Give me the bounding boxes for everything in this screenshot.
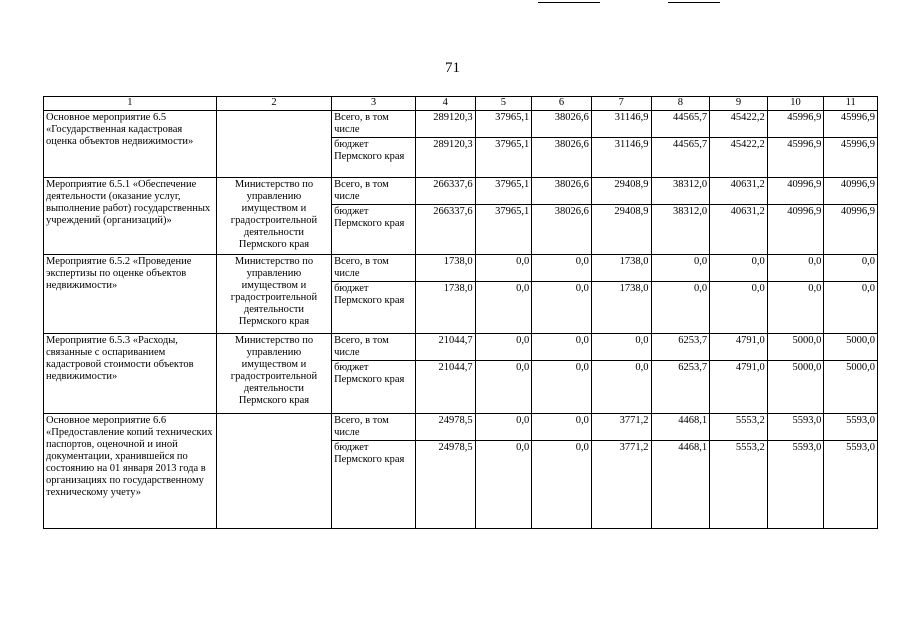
activity-name: Мероприятие 6.5.3 «Расходы, связанные с оспариванием кадастровой стоимости объектов недвижимости» <box>44 334 217 414</box>
value-cell: 40631,2 <box>710 205 768 255</box>
table-row <box>44 334 878 361</box>
value-cell: 1738,0 <box>591 282 651 334</box>
value-cell: 0,0 <box>824 255 878 282</box>
value-cell: 3771,2 <box>591 441 651 529</box>
value-cell: 1738,0 <box>591 255 651 282</box>
value-cell: 5553,2 <box>710 441 768 529</box>
budget-table <box>43 96 878 529</box>
value-cell: 29408,9 <box>591 178 651 205</box>
value-cell: 0,0 <box>710 255 768 282</box>
column-header: 2 <box>216 97 331 111</box>
value-cell: 45996,9 <box>824 138 878 178</box>
value-cell: 24978,5 <box>415 441 475 529</box>
value-cell: 38026,6 <box>532 111 592 138</box>
executor: Министерство по управлению имуществом и градостроительной деятельности Пермского края <box>216 178 331 255</box>
value-cell: 5000,0 <box>824 361 878 414</box>
value-cell: 5553,2 <box>710 414 768 441</box>
value-cell: 37965,1 <box>475 205 532 255</box>
column-header: 11 <box>824 97 878 111</box>
funding-source: бюджет Пермского края <box>332 138 416 178</box>
column-header: 6 <box>532 97 592 111</box>
executor: Министерство по управлению имуществом и градостроительной деятельности Пермского края <box>216 255 331 334</box>
value-cell: 45996,9 <box>767 138 824 178</box>
column-header: 10 <box>767 97 824 111</box>
value-cell: 3771,2 <box>591 414 651 441</box>
value-cell: 44565,7 <box>651 111 710 138</box>
column-header: 1 <box>44 97 217 111</box>
value-cell: 31146,9 <box>591 111 651 138</box>
value-cell: 6253,7 <box>651 361 710 414</box>
value-cell: 0,0 <box>710 282 768 334</box>
value-cell: 0,0 <box>767 255 824 282</box>
value-cell: 29408,9 <box>591 205 651 255</box>
value-cell: 38026,6 <box>532 178 592 205</box>
value-cell: 1738,0 <box>415 282 475 334</box>
value-cell: 0,0 <box>591 334 651 361</box>
value-cell: 38312,0 <box>651 205 710 255</box>
value-cell: 0,0 <box>532 282 592 334</box>
value-cell: 5000,0 <box>824 334 878 361</box>
value-cell: 4791,0 <box>710 334 768 361</box>
value-cell: 0,0 <box>475 282 532 334</box>
value-cell: 37965,1 <box>475 138 532 178</box>
value-cell: 45422,2 <box>710 138 768 178</box>
value-cell: 38026,6 <box>532 205 592 255</box>
value-cell: 0,0 <box>475 334 532 361</box>
value-cell: 266337,6 <box>415 205 475 255</box>
value-cell: 0,0 <box>475 361 532 414</box>
value-cell: 21044,7 <box>415 361 475 414</box>
value-cell: 5000,0 <box>767 334 824 361</box>
value-cell: 4468,1 <box>651 441 710 529</box>
value-cell: 5000,0 <box>767 361 824 414</box>
top-rule-left <box>538 2 600 3</box>
funding-source: бюджет Пермского края <box>332 361 416 414</box>
value-cell: 0,0 <box>651 255 710 282</box>
value-cell: 21044,7 <box>415 334 475 361</box>
column-header: 9 <box>710 97 768 111</box>
value-cell: 0,0 <box>532 361 592 414</box>
column-header: 3 <box>332 97 416 111</box>
value-cell: 38312,0 <box>651 178 710 205</box>
value-cell: 0,0 <box>532 441 592 529</box>
value-cell: 0,0 <box>591 361 651 414</box>
value-cell: 31146,9 <box>591 138 651 178</box>
value-cell: 5593,0 <box>824 441 878 529</box>
value-cell: 45996,9 <box>767 111 824 138</box>
value-cell: 289120,3 <box>415 111 475 138</box>
table-row <box>44 255 878 282</box>
value-cell: 0,0 <box>475 441 532 529</box>
value-cell: 0,0 <box>532 334 592 361</box>
value-cell: 5593,0 <box>767 441 824 529</box>
value-cell: 38026,6 <box>532 138 592 178</box>
value-cell: 0,0 <box>532 414 592 441</box>
executor <box>216 111 331 178</box>
value-cell: 40996,9 <box>824 205 878 255</box>
value-cell: 0,0 <box>651 282 710 334</box>
value-cell: 5593,0 <box>767 414 824 441</box>
column-header: 5 <box>475 97 532 111</box>
column-header: 8 <box>651 97 710 111</box>
activity-name: Мероприятие 6.5.1 «Обеспечение деятельности (оказание услуг, выполнение работ) государственных учреждений (организаций)» <box>44 178 217 255</box>
funding-source: Всего, в том числе <box>332 255 416 282</box>
funding-source: бюджет Пермского края <box>332 205 416 255</box>
value-cell: 45422,2 <box>710 111 768 138</box>
funding-source: Всего, в том числе <box>332 111 416 138</box>
value-cell: 0,0 <box>532 255 592 282</box>
value-cell: 289120,3 <box>415 138 475 178</box>
value-cell: 0,0 <box>475 414 532 441</box>
activity-name: Мероприятие 6.5.2 «Проведение экспертизы по оценке объектов недвижимости» <box>44 255 217 334</box>
value-cell: 4791,0 <box>710 361 768 414</box>
table-row <box>44 178 878 205</box>
executor <box>216 414 331 529</box>
top-rule-right <box>668 2 720 3</box>
column-header: 4 <box>415 97 475 111</box>
funding-source: Всего, в том числе <box>332 178 416 205</box>
activity-name: Основное мероприятие 6.6 «Предоставление копий технических паспортов, оценочной и иной документации, хранившейся по состоянию на 01 января 2013 года в организациях по государственному техническому учету» <box>44 414 217 529</box>
value-cell: 40631,2 <box>710 178 768 205</box>
value-cell: 44565,7 <box>651 138 710 178</box>
executor: Министерство по управлению имуществом и градостроительной деятельности Пермского края <box>216 334 331 414</box>
value-cell: 0,0 <box>767 282 824 334</box>
value-cell: 5593,0 <box>824 414 878 441</box>
value-cell: 0,0 <box>475 255 532 282</box>
activity-name: Основное мероприятие 6.5 «Государственная кадастровая оценка объектов недвижимости» <box>44 111 217 178</box>
value-cell: 4468,1 <box>651 414 710 441</box>
value-cell: 0,0 <box>824 282 878 334</box>
value-cell: 24978,5 <box>415 414 475 441</box>
page-number: 71 <box>445 60 460 76</box>
header-row <box>44 97 878 111</box>
column-header: 7 <box>591 97 651 111</box>
value-cell: 40996,9 <box>824 178 878 205</box>
funding-source: бюджет Пермского края <box>332 441 416 529</box>
value-cell: 37965,1 <box>475 178 532 205</box>
funding-source: Всего, в том числе <box>332 334 416 361</box>
funding-source: Всего, в том числе <box>332 414 416 441</box>
value-cell: 1738,0 <box>415 255 475 282</box>
value-cell: 45996,9 <box>824 111 878 138</box>
value-cell: 266337,6 <box>415 178 475 205</box>
funding-source: бюджет Пермского края <box>332 282 416 334</box>
table-row <box>44 414 878 441</box>
value-cell: 40996,9 <box>767 205 824 255</box>
table-row <box>44 111 878 138</box>
value-cell: 6253,7 <box>651 334 710 361</box>
value-cell: 40996,9 <box>767 178 824 205</box>
value-cell: 37965,1 <box>475 111 532 138</box>
